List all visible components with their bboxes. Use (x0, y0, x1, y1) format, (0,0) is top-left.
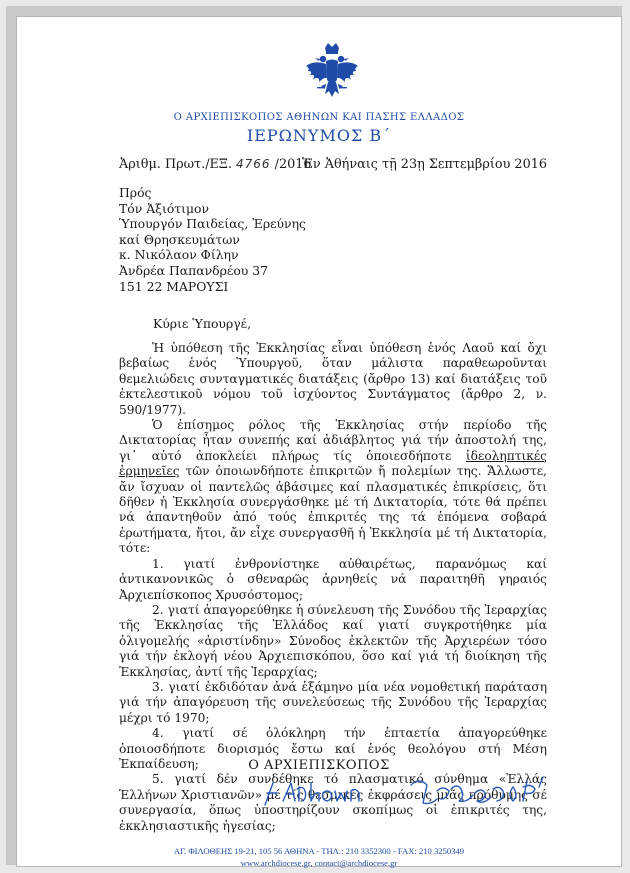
archbishop-name: ΙΕΡΩΝΥΜΟΣ Β΄ (246, 126, 392, 145)
list-item: 1. γιατί ἐνθρονίστηκε αὐθαιρέτως, παρανόμως καί ἀντικανονικῶς ὁ σθεναρῶς ἀρνηθείς νά παραιτηθῆ γηραιός Ἀρχιεπίσκοπος Χρυσόστομος; (119, 556, 547, 602)
address-line: κ. Νικόλαον Φίλην (119, 247, 239, 263)
body-paragraph (119, 418, 547, 557)
list-item: 5. γιατί δέν συνδέθηκε τό πλασματικό σύνθημα «Ἑλλάς Ἑλλήνων Χριστιανῶν» μέ τίς θεσμικές ἐκφράσεις μιᾶς πρόθυμης σέ συνεργασία, ὅπως ὑποστηρίζουν σκοπίμως οἱ ἐπικριτές της, ἐκκλησιαστικῆς ἡγεσίας; (119, 772, 547, 833)
list-item: 2. γιατί ἀπαγορεύθηκε ἡ σύνελευση τῆς Συνόδου τῆς Ἱεραρχίας τῆς Ἐκκλησίας τῆς Ἑλλάδος καί γιατί συγκροτήθηκε μία ὀλιγομελής «ἀριστίνδην» Σύνοδος ἐκλεκτῶν τῆς Ἀρχιερέων τόσο γιά τήν ἐκλογή νέου Ἀρχιεπισκόπου, ὅσο καί γιά τή διοίκηση τῆς Ἐκκλησίας, ἀντί τῆς Ἱεραρχίας; (119, 602, 547, 679)
handwritten-signature (261, 775, 561, 811)
document-frame (6, 6, 622, 868)
address-line: 151 22 ΜΑΡΟΥΣΙ (119, 278, 229, 294)
protocol-number: 4766 (236, 157, 271, 171)
letterhead-footer (17, 845, 621, 869)
address-line: Ὑπουργόν Παιδείας, Ἐρεύνης (119, 216, 306, 232)
address-line: Τόν Ἀξιότιμον (119, 200, 210, 216)
protocol-prefix: Ἀριθμ. Πρωτ./ΕΞ. (119, 157, 232, 172)
salutation: Κύριε Ὑπουργέ, (153, 316, 252, 331)
address-line: Ἀνδρέα Παπανδρέου 37 (119, 262, 269, 278)
recipient-address (119, 185, 306, 294)
address-line: Πρός (119, 185, 152, 200)
body-text: τῶν ὁποιωνδήποτε ἐπικριτῶν ἤ πολεμίων της. Ἄλλωστε, ἄν ἴσχυαν οἱ παντελῶς ἀβάσιμες καί πλασματικές ἐπικρίσεις, ὅτι δῆθεν ἡ Ἐκκλησία συνεργάσθηκε μέ τή Δικτατορία, τότε θά πρέπει νά ἀπαντηθοῦν ἀπό τούς ἐπικριτές της τά ἑπόμενα σοβαρά ἐρωτήματα, ἤτοι, ἄν εἶχε συνεργασθῆ ἡ Ἐκκλησία μέ τή Δικτατορία, τότε: (119, 464, 547, 556)
signature-text (17, 17, 18, 18)
double-headed-eagle-icon (304, 42, 360, 104)
list-item: 3. γιατί ἐκδιδόταν ἀνά ἑξάμηνο μία νέα νομοθετική παράταση γιά τήν ἀπαγόρευση τῆς συνελεύσεως τῆς Συνόδου τῆς Ἱεραρχίας μέχρι τό 1970; (119, 679, 547, 725)
underlined-text: ἰδεοληπτικές ἑρμηνεῖες (119, 448, 547, 479)
reference-line (119, 157, 547, 172)
footer-contact: www.archdiocese.gr, contact@archdiocese.gr (240, 858, 398, 868)
body-paragraph: Ἡ ὑπόθεση τῆς Ἐκκλησίας εἶναι ὑπόθεση ἑνός Λαοῦ καί ὄχι βεβαίως ἑνός Ὑπουργοῦ, ὅταν μάλιστα παραθεωροῦνται θεμελιώδεις συνταγματικές διατάξεις (ἄρθρο 13) καί διατάξεις τοῦ ἐκτελεστικοῦ νόμου τοῦ ἰσχύοντος Συντάγματος (ἄρθρο 2, ν. 590/1977). (119, 341, 547, 417)
letter-page (16, 16, 622, 867)
letter-date: Ἐν Ἀθήναις τῇ 23ῃ Σεπτεμβρίου 2016 (301, 157, 547, 172)
institution-name: Ο ΑΡΧΙΕΠΙΣΚΟΠΟΣ ΑΘΗΝΩΝ ΚΑΙ ΠΑΣΗΣ ΕΛΛΑΔΟΣ (173, 112, 465, 123)
footer-address: ΑΓ. ΦΙΛΟΘΕΗΣ 19-21, 105 56 ΑΘΗΝΑ - ΤΗΛ.: 210 3352300 - FAX: 210 3250349 (173, 846, 465, 856)
address-line: καί Θρησκευμάτων (119, 231, 240, 247)
protocol-year: /2016 (274, 157, 312, 172)
list-item: 4. γιατί σέ ὁλόκληρη τήν ἑπταετία ἀπαγορεύθηκε ὁποιοσδήποτε διορισμός ἔστω καί ἑνός θεολόγου στή Μέση Ἐκπαίδευση; (119, 726, 547, 771)
closing-title: Ο ΑΡΧΙΕΠΙΣΚΟΠΟΣ (248, 758, 390, 773)
body-text: Ὁ ἐπίσημος ρόλος τῆς Ἐκκλησίας στήν περίοδο τῆς Δικτατορίας ἦταν συνεπής καί ἀδιάβλητος γιά τήν ἀποστολή της, γι᾽ αὐτό ἀποκλείει πλήρως τίς ὁποιεσδήποτε (119, 418, 547, 463)
